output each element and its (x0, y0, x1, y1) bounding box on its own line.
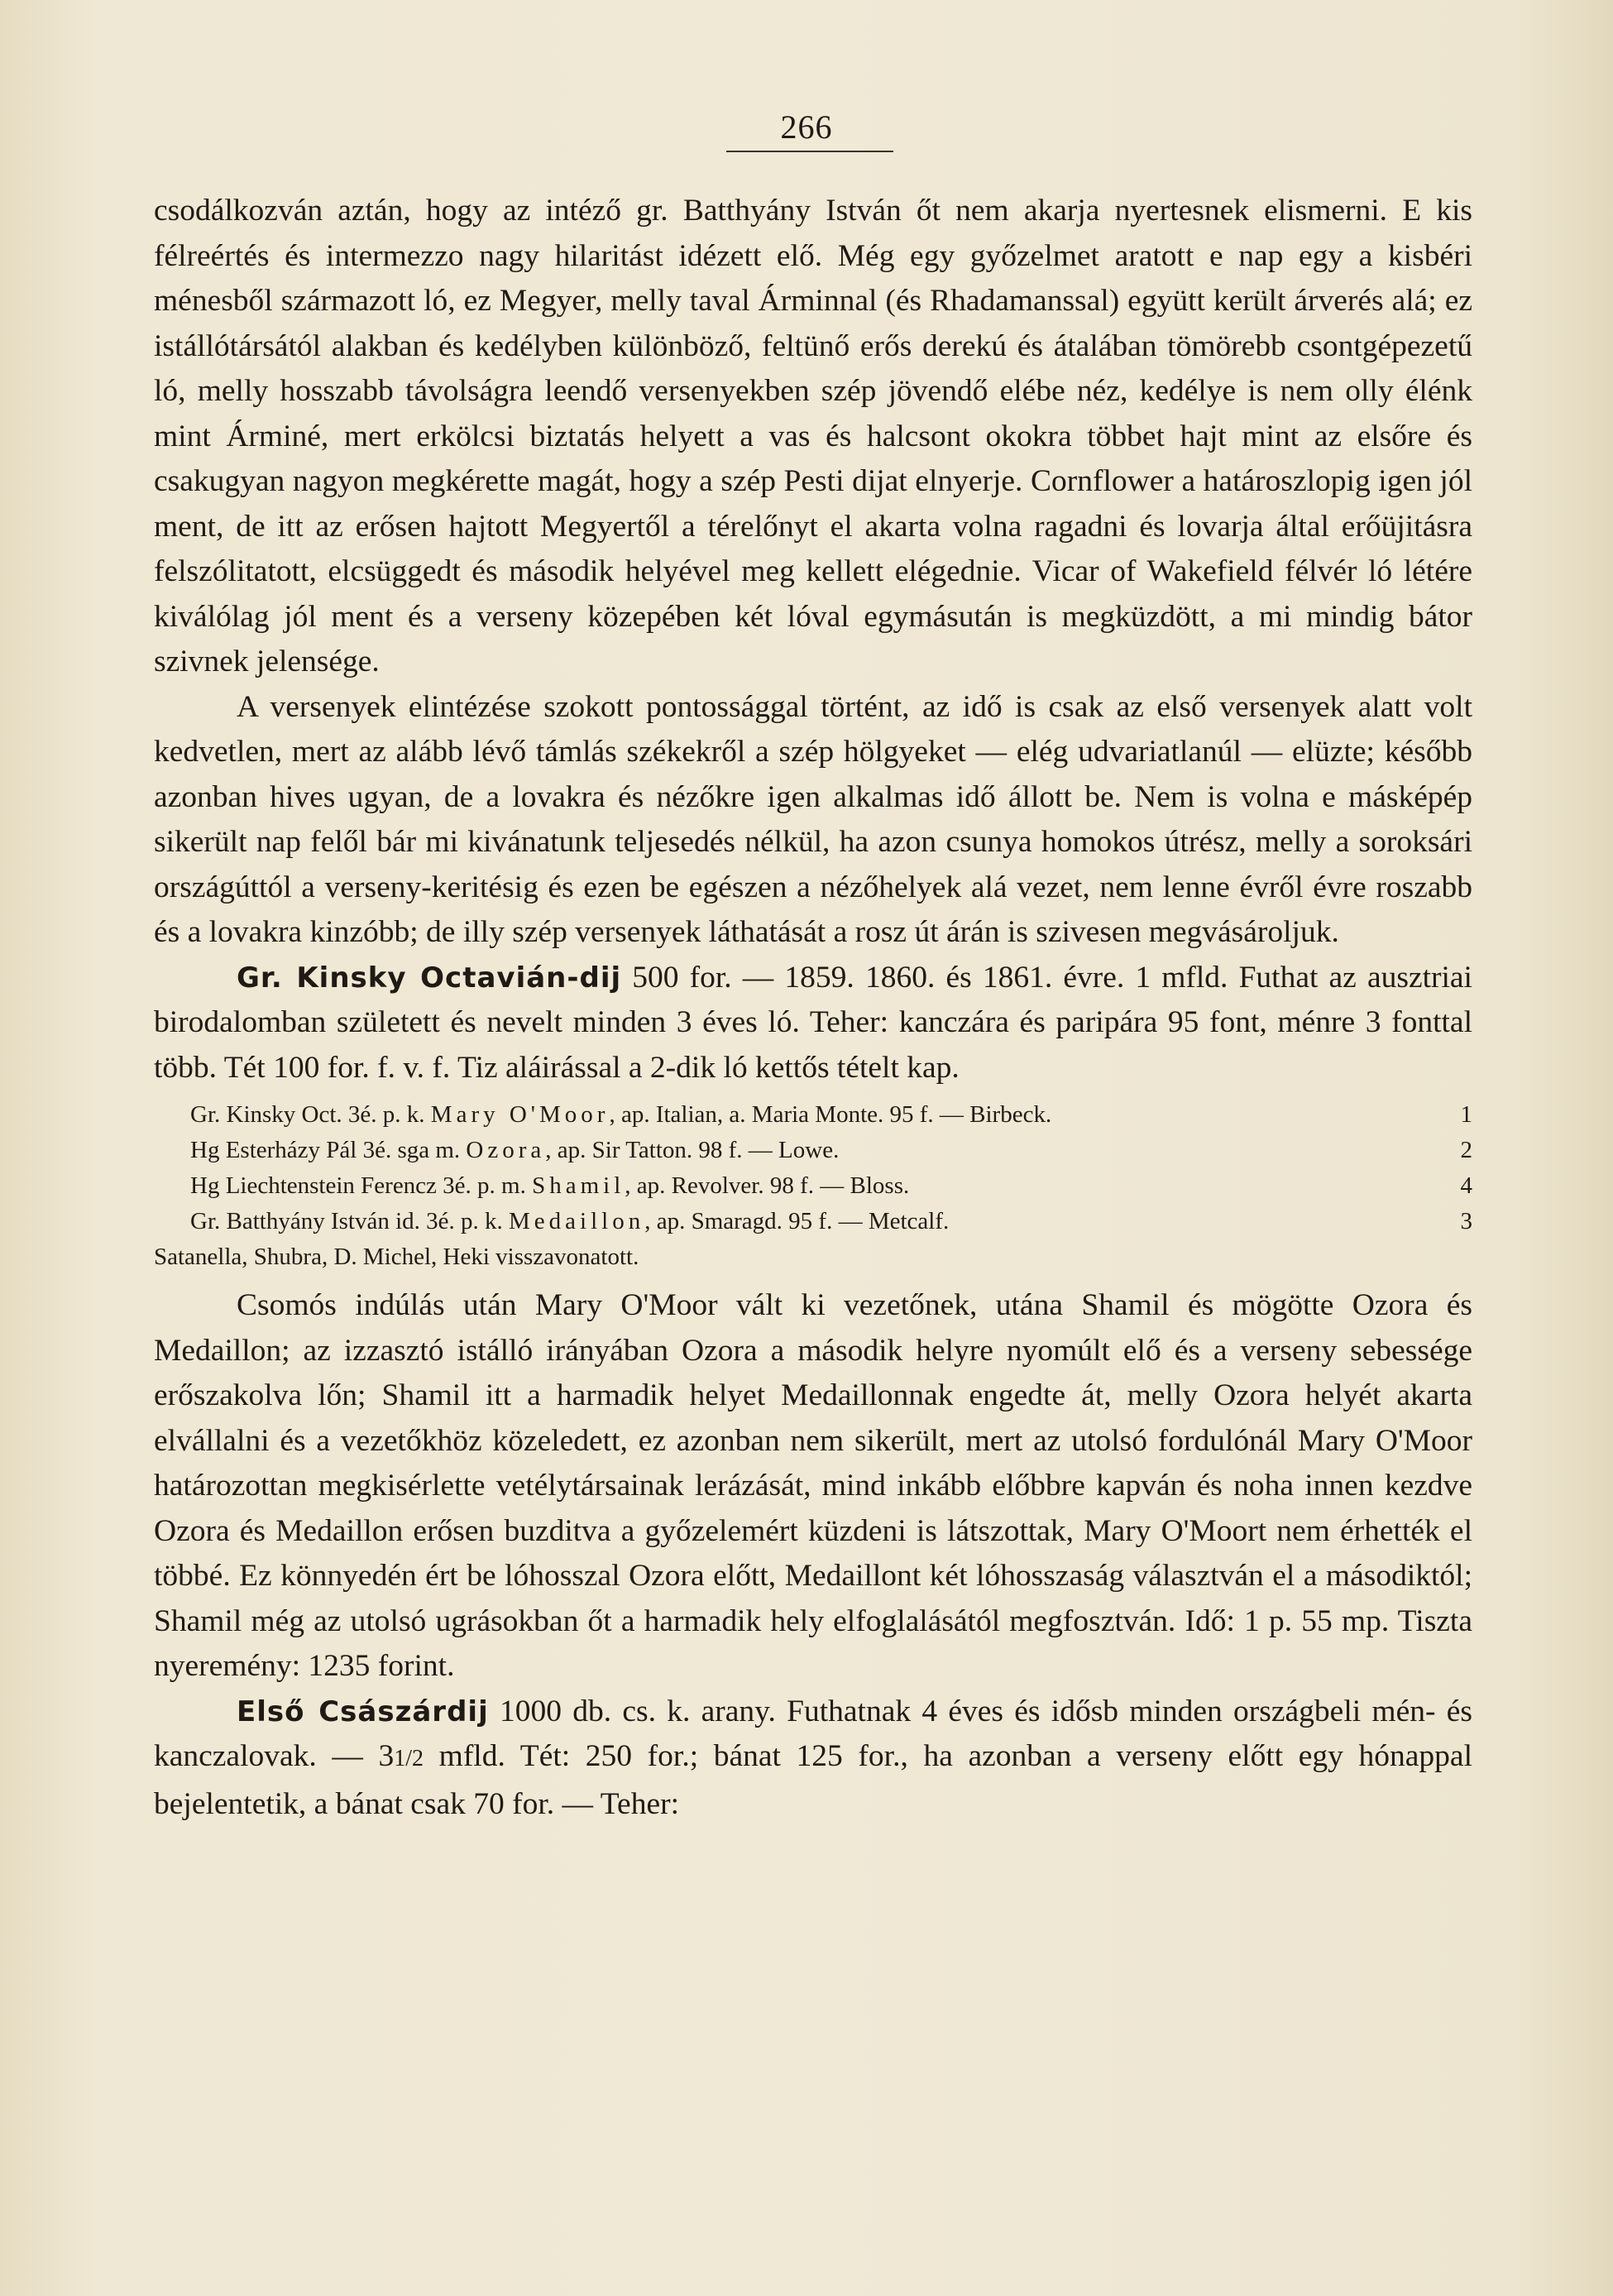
withdrawn-horses: Satanella, Shubra, D. Michel, Heki visszavonatott. (154, 1244, 639, 1270)
paragraph-batthyany: csodálkozván aztán, hogy az intéző gr. Batthyány István őt nem akarja nyertesnek elismerni. E kis félreértés és intermezzo nagy hilaritást idézett elő. Még egy győzelmet aratott e nap egy a kisbéri ménesből származott ló, ez Megyer, melly taval Árminnal (és Rhadamanssal) együtt került árverés alá; ez istállótársától alakban és kedélyben különböző, feltünő erős derekú és átalában tömörebb csontgépezetű ló, melly hosszabb távolságra leendő versenyekben szép jövendő elébe néz, kedélye is nem olly élénk mint Árminé, mert erkölcsi biztatás helyett a vas és halcsont okokra többet hajt mint az elsőre és csakugyan nagyon megkérette magát, hogy a szép Pesti dijat elnyerje. Cornflower a határoszlopig igen jól ment, de itt az erősen hajtott Megyertől a térelőnyt el akarta volna ragadni és lovarja által erőüjitásra felszólitatott, elcsüggedt és második helyével meg kellett elégednie. Vicar of Wakefield félvér ló létére kiválólag jól ment és a verseny közepében két lóval egymásután is megküzdött, a mi mindig bátor szivnek jelensége. (154, 194, 1472, 678)
race-result-row (154, 1097, 1472, 1133)
result-details: , ap. Italian, a. Maria Monte. 95 f. — Birbeck. (609, 1101, 1052, 1128)
result-owner: Gr. Kinsky Oct. 3é. p. k. (190, 1101, 431, 1128)
header-rule (726, 151, 893, 152)
result-horse: Ozora (466, 1137, 546, 1163)
race-terms-kinsky: 500 for. — 1859. 1860. és 1861. évre. 1 mfld. Futhat az ausztriai birodalomban született és nevelt minden 3 éves ló. Teher: kanczára és paripára 95 font, ménre 3 fonttal több. Tét 100 for. f. v. f. Tiz aláirással a 2-dik ló kettős tételt kap. (154, 960, 1472, 1085)
result-owner: Gr. Batthyány István id. 3é. p. k. (190, 1208, 510, 1234)
race-terms-emperor-a: 1000 db. cs. k. arany. Futhatnak 4 éves és idősb minden országbeli mén- és kanczalovak. — 3 (154, 1694, 1472, 1773)
race-result-row (154, 1133, 1472, 1168)
result-place: 4 (1460, 1172, 1472, 1199)
race-heading-kinsky: Gr. Kinsky Octavián-dij (237, 961, 622, 995)
result-horse: Shamil (532, 1172, 625, 1199)
race-results (154, 1097, 1472, 1275)
result-horse: Medaillon (509, 1208, 645, 1234)
result-place: 3 (1460, 1208, 1472, 1234)
race-result-row (154, 1168, 1472, 1204)
body-text (154, 189, 1472, 1827)
distance-fraction: 1/2 (394, 1746, 424, 1771)
result-horse: Mary O'Moor (430, 1101, 610, 1128)
result-place: 2 (1460, 1137, 1472, 1163)
race-terms-emperor-b: mfld. Tét: 250 for.; bánat 125 for., ha azonban a verseny előtt egy hónappal bejelentetik, a bánat csak 70 for. — Teher: (154, 1739, 1472, 1821)
paragraph-race-report: Csomós indúlás után Mary O'Moor vált ki vezetőnek, utána Shamil és mögötte Ozora és Medaillon; az izzasztó istálló irányában Ozora a második helyre nyomúlt elő és a verseny sebessége erőszakolva lőn; Shamil itt a harmadik helyet Medaillonnak engedte át, melly Ozora helyét akarta elvállalni és a vezetőkhöz közeledett, ez azonban nem sikerült, mert az utolsó fordulónál Mary O'Moor határozottan megkisérlette vetélytársainak lerázását, mind inkább előbbre kapván és noha innen kezdve Ozora és Medaillon erősen buzditva a győzelemért küzdeni is látszottak, Mary O'Moort nem érhették el többé. Ez könnyedén ért be lóhosszal Ozora előtt, Medaillont két lóhosszaság választván el a másodiktól; Shamil még az utolsó ugrásokban őt a harmadik hely elfoglalásától megfosztván. Idő: 1 p. 55 mp. Tiszta nyeremény: 1235 forint. (154, 1288, 1472, 1683)
result-place: 1 (1460, 1101, 1472, 1128)
race-heading-emperor: Első Császárdij (237, 1694, 489, 1728)
result-owner: Hg Esterházy Pál 3é. sga m. (190, 1137, 467, 1163)
result-details: , ap. Sir Tatton. 98 f. — Lowe. (545, 1137, 840, 1163)
result-owner: Hg Liechtenstein Ferencz 3é. p. m. (190, 1172, 533, 1199)
paragraph-weather: A versenyek elintézése szokott pontossággal történt, az idő is csak az első versenyek alatt volt kedvetlen, mert az alább lévő támlás székekről a szép hölgyeket — elég udvariatlanúl — elüzte; később azonban hives ugyan, de a lovakra és nézőkre igen alkalmas idő állott be. Nem is volna e másképép sikerült nap felől bár mi kivánatunk teljesedés nélkül, ha azon csunya homokos útrész, melly a soroksári országúttól a verseny-keritésig és ezen be egészen a nézőhelyek alá vezet, nem lenne évről évre roszabb és a lovakra kinzóbb; de illy szép versenyek láthatását a rosz út árán is szivesen megvásároljuk. (154, 689, 1472, 949)
paragraph-emperor-prize (154, 1690, 1472, 1828)
result-details: , ap. Smaragd. 95 f. — Metcalf. (644, 1208, 950, 1234)
page-number: 266 (780, 108, 833, 146)
result-details: , ap. Revolver. 98 f. — Bloss. (625, 1172, 910, 1199)
paragraph-kinsky-race (154, 956, 1472, 1091)
race-result-row (154, 1204, 1472, 1239)
